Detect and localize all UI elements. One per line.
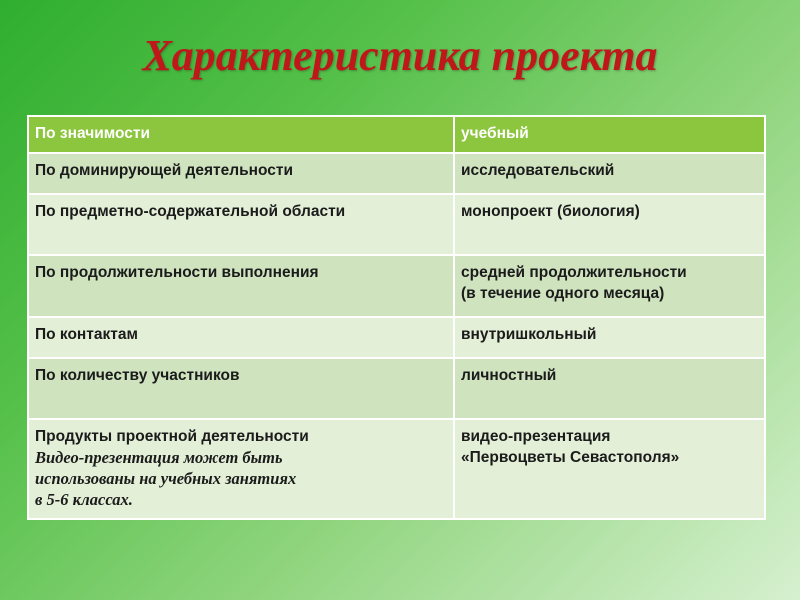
products-note-line: использованы на учебных занятиях	[35, 469, 297, 488]
value-line: видео-презентация	[461, 428, 611, 445]
row-label: По доминирующей деятельности	[28, 153, 454, 194]
project-characteristics-table	[27, 115, 766, 520]
value-line: (в течение одного месяца)	[461, 285, 665, 302]
row-label: По продолжительности выполнения	[28, 255, 454, 317]
row-value: личностный	[454, 358, 765, 419]
row-label: По значимости	[28, 116, 454, 153]
value-line: средней продолжительности	[461, 264, 687, 281]
table-row	[28, 116, 765, 153]
value-line: «Первоцветы Севастополя»	[461, 449, 680, 466]
row-value: внутришкольный	[454, 317, 765, 358]
products-label: Продукты проектной деятельности	[35, 428, 309, 445]
table-row	[28, 358, 765, 419]
row-label: По количеству участников	[28, 358, 454, 419]
slide-title: Характеристика проекта	[142, 31, 658, 80]
table-row	[28, 255, 765, 317]
products-note-line: Видео-презентация может быть	[35, 448, 283, 467]
row-value	[454, 255, 765, 317]
table-row	[28, 153, 765, 194]
row-label: По предметно-содержательной области	[28, 194, 454, 255]
products-note-line: в 5-6 классах.	[35, 490, 133, 509]
table-row	[28, 194, 765, 255]
row-value: монопроект (биология)	[454, 194, 765, 255]
row-label	[28, 419, 454, 519]
table-row	[28, 419, 765, 519]
row-value: учебный	[454, 116, 765, 153]
row-value	[454, 419, 765, 519]
table-row	[28, 317, 765, 358]
row-value: исследовательский	[454, 153, 765, 194]
row-label: По контактам	[28, 317, 454, 358]
